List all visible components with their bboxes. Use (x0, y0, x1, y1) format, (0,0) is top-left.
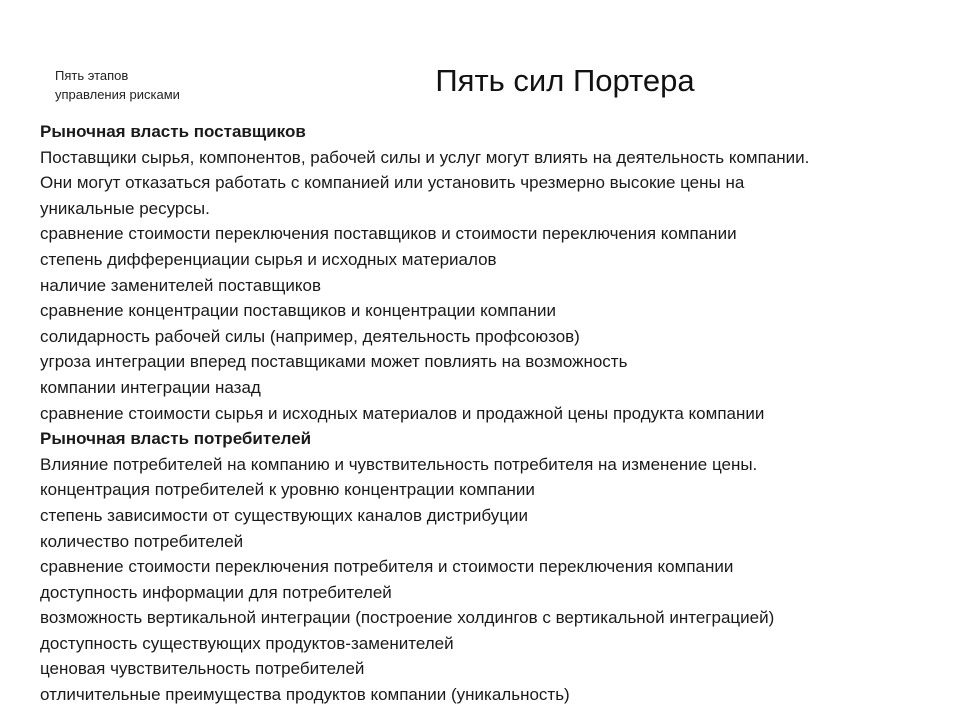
text-line: сравнение стоимости переключения поставщиков и стоимости переключения компании (40, 224, 737, 244)
text-line: возможность вертикальной интеграции (построение холдингов с вертикальной интеграцией) (40, 608, 775, 628)
text-line: сравнение стоимости сырья и исходных материалов и продажной цены продукта компании (40, 403, 765, 423)
text-line: Поставщики сырья, компонентов, рабочей силы и услуг могут влиять на деятельность компании. (40, 147, 810, 167)
subtitle-line: управления рисками (55, 87, 180, 102)
text-line: сравнение концентрации поставщиков и концентрации компании (40, 301, 556, 321)
text-line: сравнение стоимости переключения потребителя и стоимости переключения компании (40, 557, 734, 577)
slide-title: Пять сил Портера (435, 63, 695, 98)
text-line: степень дифференциации сырья и исходных материалов (40, 249, 497, 269)
slide-body (40, 119, 940, 708)
text-line: компании интеграции назад (40, 377, 261, 397)
text-line: наличие заменителей поставщиков (40, 275, 321, 295)
text-line: ценовая чувствительность потребителей (40, 659, 365, 679)
text-line: уникальные ресурсы. (40, 198, 210, 218)
text-line: доступность информации для потребителей (40, 582, 392, 602)
text-line: отличительные преимущества продуктов компании (уникальность) (40, 685, 570, 705)
section-heading-consumers: Рыночная власть потребителей (40, 429, 312, 449)
text-line: степень зависимости от существующих каналов дистрибуции (40, 505, 529, 525)
text-line: доступность существующих продуктов-заменителей (40, 633, 454, 653)
text-line: концентрация потребителей к уровню концентрации компании (40, 480, 535, 500)
subtitle-line: Пять этапов (55, 68, 129, 83)
text-line: Они могут отказаться работать с компанией или установить чрезмерно высокие цены на (40, 173, 745, 193)
text-line: Влияние потребителей на компанию и чувствительность потребителя на изменение цены. (40, 454, 758, 474)
text-line: количество потребителей (40, 531, 244, 551)
section-heading-suppliers: Рыночная власть поставщиков (40, 122, 306, 141)
text-line: солидарность рабочей силы (например, деятельность профсоюзов) (40, 326, 580, 346)
text-line: угроза интеграции вперед поставщиками может повлиять на возможность (40, 352, 628, 372)
